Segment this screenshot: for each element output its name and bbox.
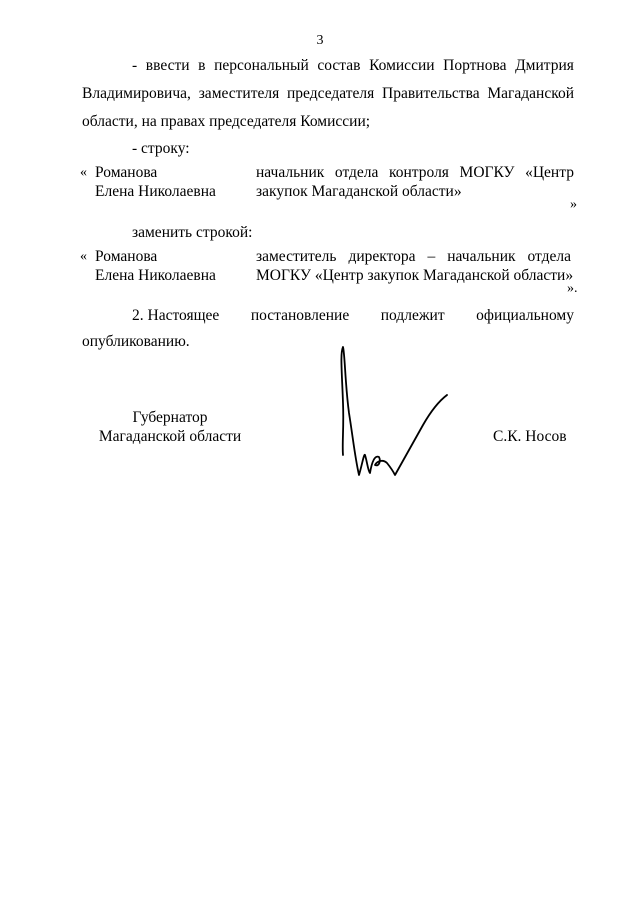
open-quote: « — [80, 249, 87, 264]
signer-title-line1: Губернатор — [132, 409, 208, 426]
old-row-name-line1: Романова — [95, 164, 158, 181]
signer-name: С.К. Носов — [493, 428, 567, 445]
paragraph2-line2: опубликованию. — [82, 333, 190, 350]
word: МОГКУ — [459, 164, 515, 181]
old-row-position-line2: закупок Магаданской области» — [256, 183, 462, 200]
word: 2. Настоящее — [132, 307, 220, 324]
word: официальному — [476, 307, 574, 324]
close-quote: ». — [567, 281, 578, 296]
word: постановление — [250, 307, 350, 324]
new-row-position-line1 — [256, 248, 571, 266]
word: подлежит — [380, 307, 445, 324]
word: заместителя — [198, 85, 280, 102]
word: в — [198, 57, 206, 74]
word: Владимировича, — [82, 85, 191, 102]
row-label-old: - строку: — [132, 140, 190, 157]
handwritten-signature-icon — [335, 343, 455, 483]
word: председателя — [287, 85, 375, 102]
paragraph1-line2 — [82, 85, 574, 103]
new-row-name-line1: Романова — [95, 248, 158, 265]
old-row-name-line2: Елена Николаевна — [95, 183, 216, 200]
new-row-name-line2: Елена Николаевна — [95, 267, 216, 284]
row-label-new: заменить строкой: — [132, 224, 253, 241]
old-row-position-line1 — [256, 164, 574, 182]
word: Комиссии — [369, 57, 435, 74]
word: отдела — [527, 248, 571, 265]
word: директора — [348, 248, 416, 265]
word: начальник — [447, 248, 516, 265]
word: Портнова — [443, 57, 507, 74]
paragraph1-line3: области, на правах председателя Комиссии; — [82, 113, 371, 130]
new-row-position-line2: МОГКУ «Центр закупок Магаданской области» — [256, 267, 574, 284]
word: «Центр — [525, 164, 574, 181]
paragraph1-line1 — [132, 57, 574, 75]
word: – — [427, 248, 436, 265]
close-quote: » — [570, 197, 577, 212]
word: контроля — [389, 164, 449, 181]
word: заместитель — [256, 248, 337, 265]
word: начальник — [256, 164, 325, 181]
word: ввести — [145, 57, 190, 74]
word: Правительства — [382, 85, 480, 102]
word: персональный — [214, 57, 309, 74]
word: Магаданской — [487, 85, 574, 102]
word: Дмитрия — [515, 57, 574, 74]
word: состав — [317, 57, 361, 74]
paragraph2-line1 — [132, 307, 574, 325]
page-number: 3 — [316, 33, 324, 48]
open-quote: « — [80, 165, 87, 180]
signer-title-line2: Магаданской области — [98, 428, 242, 445]
word: отдела — [334, 164, 379, 181]
word: - — [132, 57, 138, 74]
